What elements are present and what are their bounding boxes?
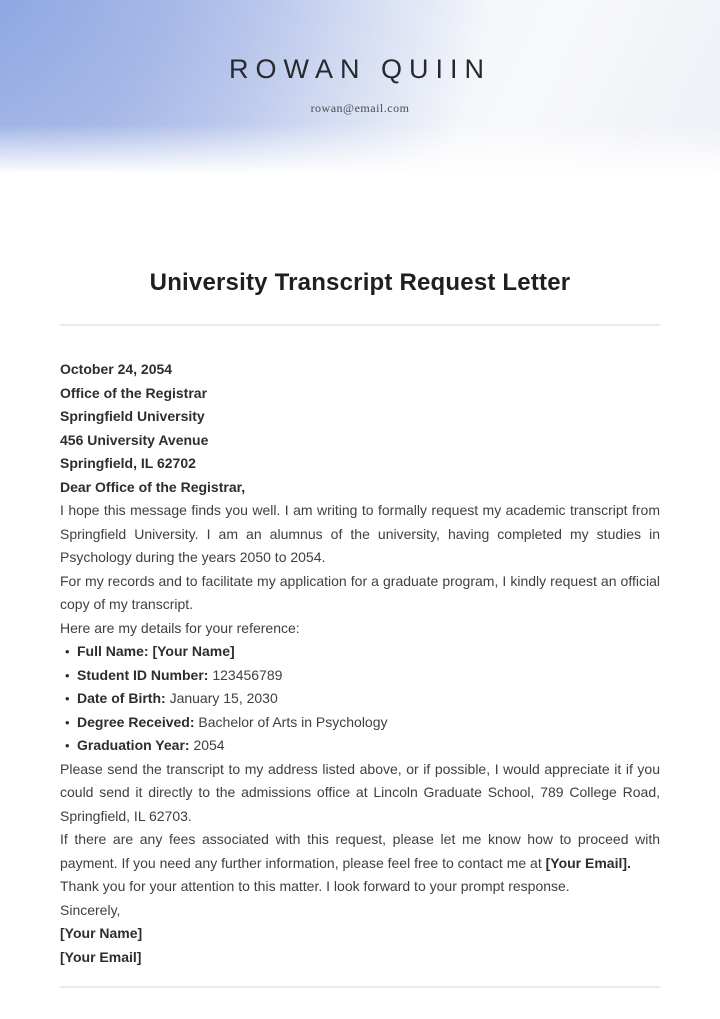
paragraph-thanks: Thank you for your attention to this matter. I look forward to your prompt response.: [60, 878, 570, 894]
list-item: [60, 687, 660, 711]
detail-label: Date of Birth:: [77, 690, 170, 706]
page-title: University Transcript Request Letter: [149, 269, 571, 296]
paragraph-fees: [60, 828, 660, 875]
list-item: [60, 711, 660, 735]
list-item: [60, 664, 660, 688]
footer-divider: [60, 986, 660, 988]
list-item: [60, 640, 660, 664]
detail-label: Degree Received:: [77, 713, 199, 730]
detail-value: [Your Name]: [152, 643, 235, 659]
detail-label: Graduation Year:: [77, 737, 194, 753]
recipient-office: Office of the Registrar: [60, 384, 208, 401]
paragraph-request: For my records and to facilitate my application for a graduate program, I kindly request an official copy of my transcript.: [60, 572, 660, 612]
letter-body: [60, 358, 660, 969]
details-list: [60, 640, 660, 758]
signature-name: [Your Name]: [60, 925, 143, 941]
list-item: [60, 734, 660, 758]
paragraph-delivery: Please send the transcript to my address listed above, or if possible, I would appreciate it if you could send it directly to the admissions office at Lincoln Graduate School, 789 College Road, Springfield, IL 62703.: [60, 760, 660, 824]
closing: Sincerely,: [60, 901, 121, 918]
paragraph-intro: I hope this message finds you well. I am writing to formally request my academic transcript from Springfield University. I am an alumnus of the university, having completed my studies in Psychology during the years 2050 to 2054.: [60, 502, 660, 565]
detail-value: January 15, 2030: [169, 690, 278, 706]
detail-value: 2054: [193, 737, 225, 753]
signature-email: [Your Email]: [60, 948, 142, 965]
email-placeholder-inline: [Your Email].: [545, 854, 631, 871]
title-divider: [60, 324, 660, 326]
letter-date: October 24, 2054: [60, 361, 173, 377]
detail-label: Full Name:: [77, 643, 153, 659]
details-intro: Here are my details for your reference:: [60, 619, 300, 636]
salutation: Dear Office of the Registrar,: [60, 478, 246, 495]
detail-label: Student ID Number:: [77, 666, 213, 683]
recipient-city: Springfield, IL 62702: [60, 455, 196, 471]
detail-value: Bachelor of Arts in Psychology: [198, 713, 388, 730]
header-banner: [0, 0, 720, 172]
profile-name: ROWAN QUIIN: [229, 54, 491, 84]
recipient-street: 456 University Avenue: [60, 431, 209, 448]
recipient-university: Springfield University: [60, 408, 205, 424]
detail-value: 123456789: [212, 666, 283, 683]
profile-email: rowan@email.com: [310, 101, 410, 115]
paragraph-fees-text: If there are any fees associated with this request, please let me know how to proceed with payment. If you need any further information, please feel free to contact me at: [60, 831, 660, 871]
